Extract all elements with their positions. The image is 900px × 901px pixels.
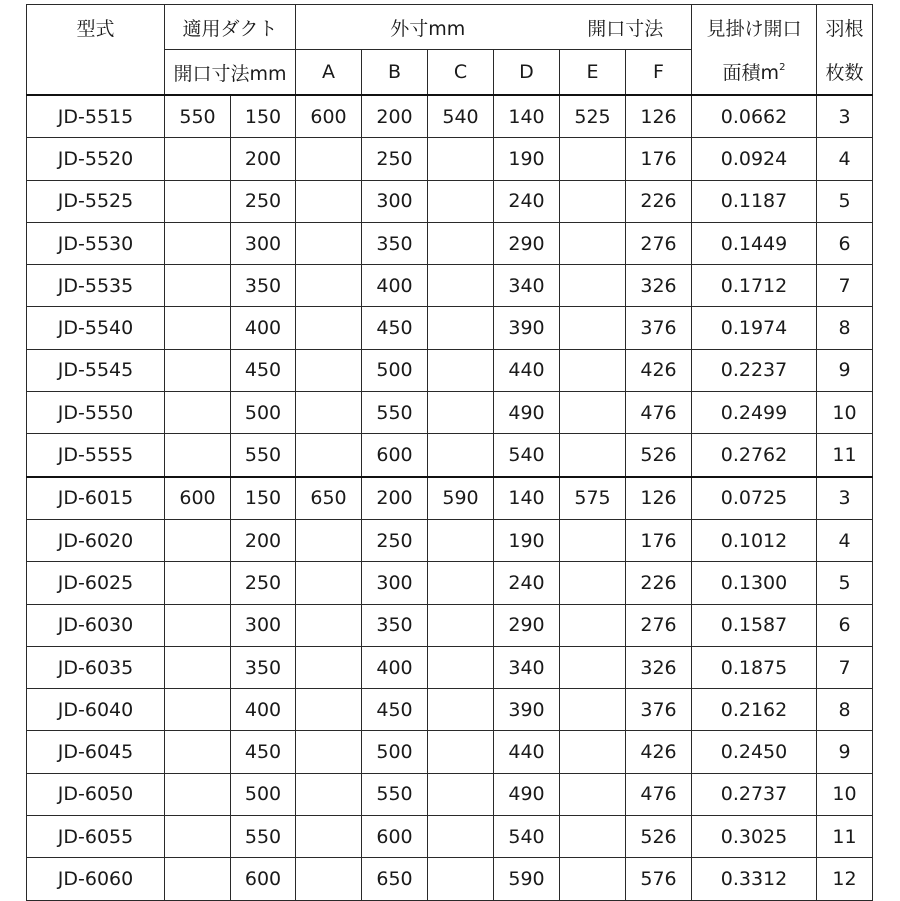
duct-height-cell: 550 [231,816,296,858]
header-model-cont [27,50,165,96]
table-body [27,95,873,900]
model-cell: JD-5525 [27,180,165,222]
model-cell: JD-5550 [27,392,165,434]
opening-f-cell: 226 [626,180,692,222]
header-blades-count: 枚数 [817,50,873,96]
header-area: 見掛け開口 [692,5,817,50]
table-row [27,138,873,180]
outer-b-cell: 200 [362,477,428,520]
model-cell: JD-5540 [27,307,165,349]
opening-f-cell: 176 [626,519,692,561]
outer-c-cell [428,604,494,646]
outer-d-cell: 490 [494,773,560,815]
opening-f-cell: 526 [626,434,692,477]
outer-c-cell [428,307,494,349]
duct-width-cell [165,773,231,815]
blades-cell: 8 [817,307,873,349]
duct-width-cell [165,349,231,391]
opening-e-cell [560,222,626,264]
header-col-b: B [362,50,428,96]
duct-height-cell: 150 [231,477,296,520]
duct-width-cell [165,731,231,773]
duct-height-cell: 350 [231,265,296,307]
outer-d-cell: 290 [494,604,560,646]
area-cell: 0.2237 [692,349,817,391]
outer-d-cell: 340 [494,265,560,307]
outer-b-cell: 600 [362,816,428,858]
duct-height-cell: 400 [231,689,296,731]
outer-c-cell [428,731,494,773]
opening-e-cell [560,265,626,307]
opening-e-cell [560,519,626,561]
area-cell: 0.0662 [692,95,817,138]
outer-c-cell [428,689,494,731]
area-cell: 0.1187 [692,180,817,222]
blades-cell: 5 [817,562,873,604]
outer-c-cell [428,562,494,604]
outer-b-cell: 400 [362,646,428,688]
duct-width-cell [165,265,231,307]
outer-d-cell: 190 [494,519,560,561]
area-cell: 0.1587 [692,604,817,646]
table-row [27,773,873,815]
duct-width-cell [165,434,231,477]
model-cell: JD-5535 [27,265,165,307]
table-row [27,180,873,222]
duct-height-cell: 150 [231,95,296,138]
table-row [27,519,873,561]
outer-d-cell: 540 [494,816,560,858]
outer-d-cell: 140 [494,95,560,138]
outer-c-cell [428,180,494,222]
outer-d-cell: 390 [494,689,560,731]
table-row [27,604,873,646]
outer-b-cell: 600 [362,434,428,477]
outer-d-cell: 240 [494,562,560,604]
header-duct-opening: 開口寸法mm [165,50,296,96]
duct-height-cell: 500 [231,773,296,815]
table-row [27,816,873,858]
outer-d-cell: 340 [494,646,560,688]
area-cell: 0.3025 [692,816,817,858]
outer-a-cell [296,265,362,307]
opening-f-cell: 326 [626,646,692,688]
outer-a-cell [296,562,362,604]
duct-height-cell: 300 [231,604,296,646]
outer-b-cell: 300 [362,562,428,604]
header-col-c: C [428,50,494,96]
outer-a-cell [296,138,362,180]
opening-e-cell [560,773,626,815]
duct-height-cell: 600 [231,858,296,900]
outer-b-cell: 250 [362,519,428,561]
opening-f-cell: 126 [626,95,692,138]
outer-d-cell: 140 [494,477,560,520]
area-cell: 0.2450 [692,731,817,773]
outer-a-cell [296,858,362,900]
model-cell: JD-6015 [27,477,165,520]
outer-b-cell: 550 [362,773,428,815]
outer-a-cell: 600 [296,95,362,138]
outer-a-cell [296,222,362,264]
header-area-unit-exp: 2 [779,62,786,74]
table-row [27,477,873,520]
outer-d-cell: 440 [494,349,560,391]
table-row [27,392,873,434]
outer-d-cell: 440 [494,731,560,773]
blades-cell: 6 [817,222,873,264]
opening-f-cell: 376 [626,689,692,731]
outer-a-cell [296,689,362,731]
outer-a-cell [296,519,362,561]
outer-b-cell: 550 [362,392,428,434]
outer-d-cell: 190 [494,138,560,180]
outer-a-cell [296,434,362,477]
duct-height-cell: 350 [231,646,296,688]
table-row [27,731,873,773]
opening-e-cell [560,307,626,349]
table-row [27,222,873,264]
duct-width-cell: 600 [165,477,231,520]
model-cell: JD-5515 [27,95,165,138]
duct-width-cell [165,689,231,731]
outer-c-cell [428,646,494,688]
opening-f-cell: 476 [626,392,692,434]
duct-height-cell: 450 [231,731,296,773]
opening-e-cell [560,180,626,222]
area-cell: 0.1449 [692,222,817,264]
header-opening-size: 開口寸法 [560,5,692,50]
duct-width-cell [165,816,231,858]
header-col-a: A [296,50,362,96]
model-cell: JD-6045 [27,731,165,773]
blades-cell: 4 [817,138,873,180]
model-cell: JD-6025 [27,562,165,604]
header-col-f: F [626,50,692,96]
table-header [27,5,873,96]
duct-width-cell [165,604,231,646]
outer-c-cell: 540 [428,95,494,138]
outer-b-cell: 500 [362,349,428,391]
header-col-e: E [560,50,626,96]
table-row [27,689,873,731]
outer-a-cell [296,773,362,815]
model-cell: JD-6060 [27,858,165,900]
outer-b-cell: 450 [362,307,428,349]
blades-cell: 3 [817,95,873,138]
blades-cell: 12 [817,858,873,900]
outer-c-cell [428,773,494,815]
duct-width-cell [165,392,231,434]
duct-height-cell: 500 [231,392,296,434]
duct-width-cell [165,222,231,264]
duct-width-cell [165,180,231,222]
outer-c-cell [428,858,494,900]
outer-a-cell [296,731,362,773]
duct-width-cell [165,307,231,349]
table-row [27,434,873,477]
area-cell: 0.0725 [692,477,817,520]
header-col-d: D [494,50,560,96]
opening-f-cell: 376 [626,307,692,349]
blades-cell: 10 [817,392,873,434]
table-row [27,95,873,138]
header-area-unit-text: 面積m [722,62,780,85]
outer-a-cell [296,604,362,646]
opening-f-cell: 326 [626,265,692,307]
header-blades: 羽根 [817,5,873,50]
outer-b-cell: 350 [362,222,428,264]
outer-a-cell [296,816,362,858]
model-cell: JD-6035 [27,646,165,688]
table-row [27,562,873,604]
opening-f-cell: 276 [626,222,692,264]
table-row [27,858,873,900]
opening-e-cell: 575 [560,477,626,520]
opening-f-cell: 126 [626,477,692,520]
duct-height-cell: 250 [231,562,296,604]
opening-e-cell [560,434,626,477]
area-cell: 0.1300 [692,562,817,604]
header-duct-size: 適用ダクト [165,5,296,50]
opening-e-cell [560,689,626,731]
outer-b-cell: 200 [362,95,428,138]
area-cell: 0.2737 [692,773,817,815]
blades-cell: 3 [817,477,873,520]
model-cell: JD-6020 [27,519,165,561]
opening-f-cell: 176 [626,138,692,180]
outer-b-cell: 350 [362,604,428,646]
outer-c-cell [428,816,494,858]
blades-cell: 10 [817,773,873,815]
duct-width-cell [165,138,231,180]
outer-d-cell: 490 [494,392,560,434]
outer-b-cell: 500 [362,731,428,773]
outer-b-cell: 300 [362,180,428,222]
duct-width-cell: 550 [165,95,231,138]
outer-c-cell [428,265,494,307]
outer-c-cell [428,434,494,477]
opening-e-cell [560,562,626,604]
outer-a-cell [296,392,362,434]
opening-f-cell: 426 [626,731,692,773]
duct-height-cell: 550 [231,434,296,477]
outer-b-cell: 450 [362,689,428,731]
model-cell: JD-6055 [27,816,165,858]
model-cell: JD-5545 [27,349,165,391]
damper-spec-table [26,4,873,901]
table-row [27,307,873,349]
duct-width-cell [165,519,231,561]
area-cell: 0.2499 [692,392,817,434]
duct-height-cell: 400 [231,307,296,349]
duct-height-cell: 300 [231,222,296,264]
header-model: 型式 [27,5,165,50]
duct-height-cell: 200 [231,519,296,561]
header-area-unit [692,50,817,96]
model-cell: JD-5530 [27,222,165,264]
outer-d-cell: 290 [494,222,560,264]
duct-width-cell [165,646,231,688]
area-cell: 0.2762 [692,434,817,477]
opening-e-cell [560,392,626,434]
area-cell: 0.1974 [692,307,817,349]
area-cell: 0.2162 [692,689,817,731]
opening-e-cell [560,816,626,858]
outer-c-cell [428,222,494,264]
opening-e-cell [560,731,626,773]
table-row [27,646,873,688]
duct-width-cell [165,562,231,604]
outer-c-cell [428,519,494,561]
opening-f-cell: 426 [626,349,692,391]
outer-a-cell [296,349,362,391]
duct-height-cell: 200 [231,138,296,180]
model-cell: JD-5520 [27,138,165,180]
area-cell: 0.1012 [692,519,817,561]
area-cell: 0.1875 [692,646,817,688]
opening-f-cell: 476 [626,773,692,815]
outer-b-cell: 650 [362,858,428,900]
blades-cell: 5 [817,180,873,222]
outer-c-cell [428,138,494,180]
table-row [27,349,873,391]
outer-b-cell: 250 [362,138,428,180]
opening-f-cell: 226 [626,562,692,604]
opening-e-cell [560,138,626,180]
blades-cell: 7 [817,265,873,307]
outer-a-cell [296,180,362,222]
outer-c-cell: 590 [428,477,494,520]
area-cell: 0.0924 [692,138,817,180]
outer-a-cell [296,646,362,688]
opening-e-cell [560,349,626,391]
opening-f-cell: 526 [626,816,692,858]
model-cell: JD-6040 [27,689,165,731]
outer-c-cell [428,349,494,391]
model-cell: JD-6050 [27,773,165,815]
outer-c-cell [428,392,494,434]
outer-d-cell: 590 [494,858,560,900]
outer-a-cell: 650 [296,477,362,520]
outer-d-cell: 390 [494,307,560,349]
model-cell: JD-6030 [27,604,165,646]
outer-a-cell [296,307,362,349]
table-row [27,265,873,307]
opening-f-cell: 276 [626,604,692,646]
opening-e-cell [560,646,626,688]
blades-cell: 7 [817,646,873,688]
duct-width-cell [165,858,231,900]
blades-cell: 8 [817,689,873,731]
blades-cell: 6 [817,604,873,646]
opening-e-cell: 525 [560,95,626,138]
duct-height-cell: 250 [231,180,296,222]
outer-b-cell: 400 [362,265,428,307]
outer-d-cell: 540 [494,434,560,477]
header-outer-size: 外寸mm [296,5,560,50]
opening-e-cell [560,858,626,900]
opening-e-cell [560,604,626,646]
blades-cell: 11 [817,434,873,477]
area-cell: 0.1712 [692,265,817,307]
blades-cell: 9 [817,731,873,773]
outer-d-cell: 240 [494,180,560,222]
blades-cell: 4 [817,519,873,561]
model-cell: JD-5555 [27,434,165,477]
opening-f-cell: 576 [626,858,692,900]
duct-height-cell: 450 [231,349,296,391]
blades-cell: 9 [817,349,873,391]
area-cell: 0.3312 [692,858,817,900]
blades-cell: 11 [817,816,873,858]
